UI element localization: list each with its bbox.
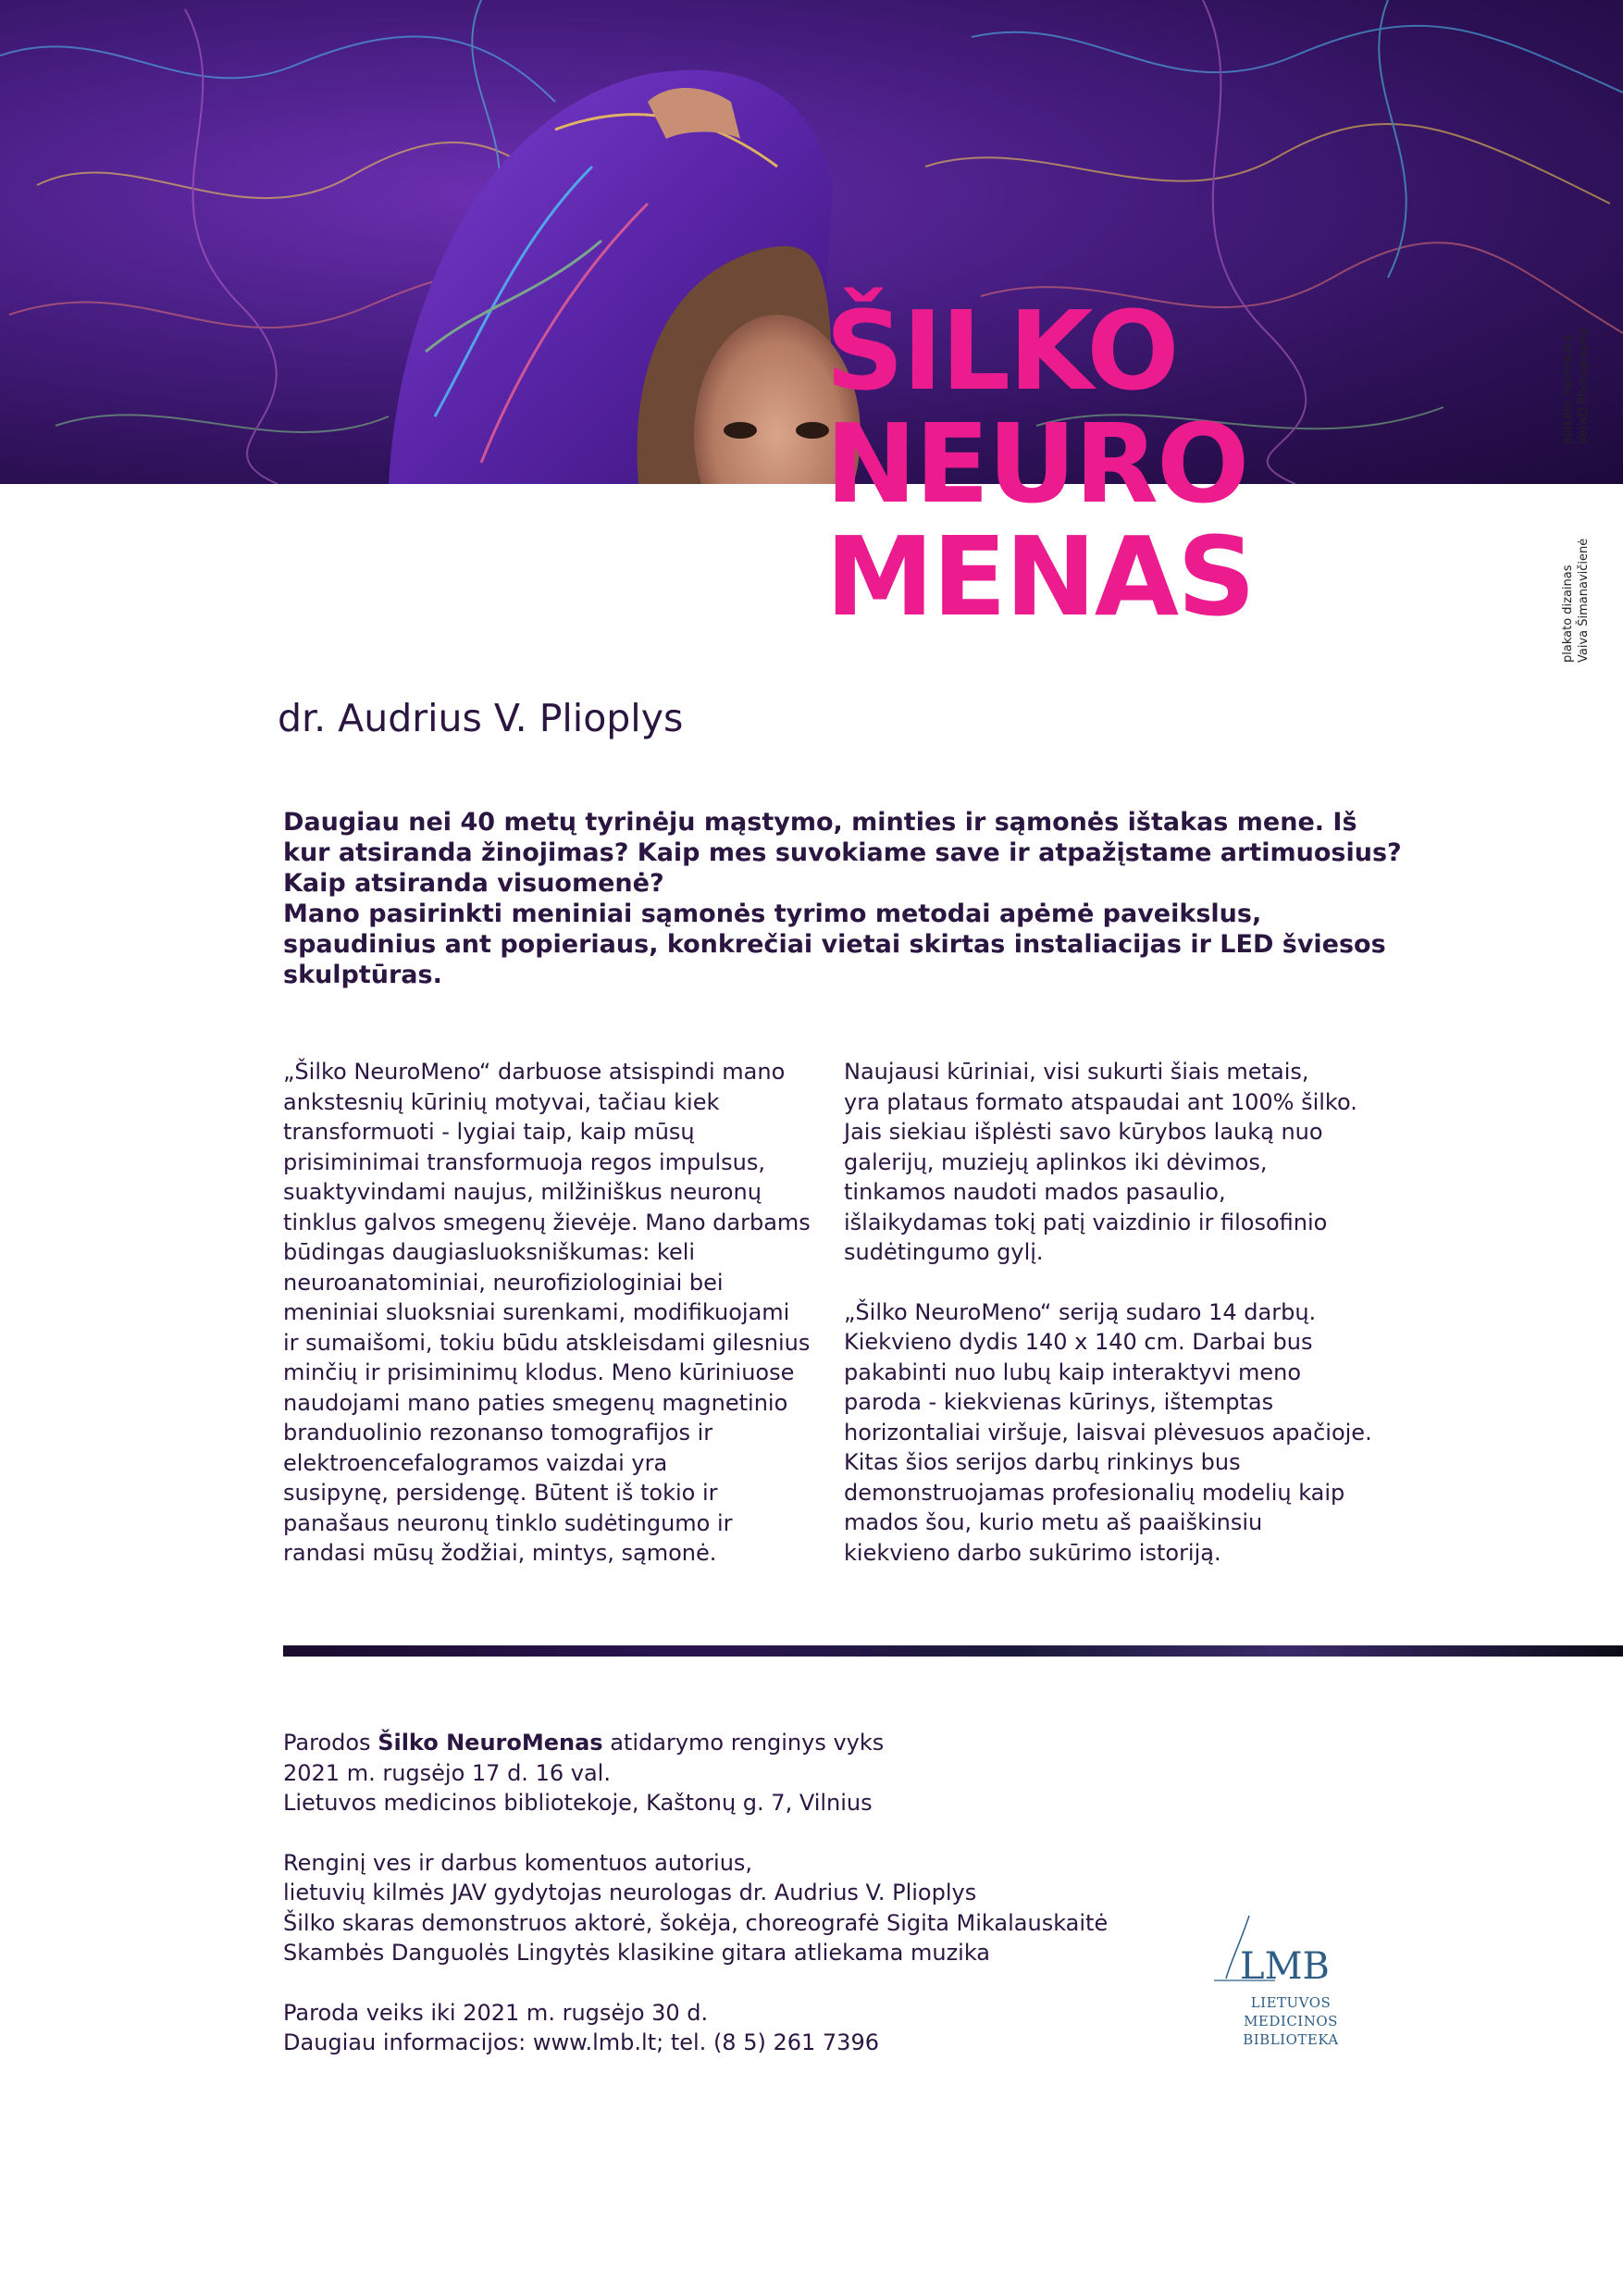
exhibition-until: Paroda veiks iki 2021 m. rugsėjo 30 d.: [283, 1999, 709, 2026]
logo-monogram: LMB: [1240, 1945, 1330, 1988]
host-line: Šilko skaras demonstruos aktorė, šokėja, choreografė Sigita Mikalauskaitė: [283, 1909, 1109, 1936]
host-line: lietuvių kilmės JAV gydytojas neurologas dr. Audrius V. Plioplys: [283, 1880, 977, 1905]
title-line-3: MENAS: [825, 513, 1255, 640]
opening-suffix: atidarymo renginys vyks: [602, 1730, 885, 1756]
col2-line: mados šou, kurio metu aš paaiškinsiu: [844, 1509, 1263, 1535]
col2-line: kiekvieno darbo sukūrimo istoriją.: [844, 1539, 1221, 1566]
intro-paragraph-2: Mano pasirinkti meniniai sąmonės tyrimo metodai apėmė paveikslus, spaudinius ant popieriaus, konkrečiai vietai skirtas instaliacijas ir LED šviesos skulptūras.: [283, 900, 1386, 989]
paragraph-gap: [283, 1818, 1108, 1848]
col2-line: demonstruojamas profesionalių modelių kaip: [844, 1479, 1345, 1506]
author-name: dr. Audrius V. Plioplys: [278, 696, 684, 740]
photo-credit: [1560, 328, 1592, 444]
column-left: [283, 1057, 829, 1569]
logo-line-2: MEDICINOS: [1244, 2013, 1338, 2029]
col2-line: paroda - kiekvienas kūrinys, ištemptas: [844, 1389, 1274, 1415]
logo-line-3: BIBLIOTEKA: [1243, 2031, 1339, 2048]
col2-line: galerijų, muziejų aplinkos iki dėvimos,: [844, 1148, 1268, 1175]
intro-paragraph-1: Daugiau nei 40 metų tyrinėju mąstymo, minties ir sąmonės ištakas mene. Iš kur atsiranda žinojimas? Kaip mes suvokiame save ir atpažįstame artimuosius? Kaip atsiranda visuomenė?: [283, 808, 1402, 898]
design-credit: [1560, 539, 1592, 663]
col2-line: Naujausi kūriniai, visi sukurti šiais metais,: [844, 1059, 1309, 1085]
col2-line: Jais siekiau išplėsti savo kūrybos lauką nuo: [844, 1119, 1323, 1145]
col1-line: prisiminimai transformuoja regos impulsus,: [283, 1148, 765, 1175]
hero-photo: [0, 0, 1623, 484]
col2-line: Kiekvieno dydis 140 x 140 cm. Darbai bus: [844, 1329, 1313, 1355]
lmb-logo: [1212, 1906, 1351, 2049]
lmb-monogram-icon: [1212, 1906, 1351, 1990]
col1-line: suaktyvindami naujus, milžiniškus neuronų: [283, 1179, 762, 1205]
column-right: [844, 1057, 1399, 1568]
title-line-1: ŠILKO: [825, 287, 1178, 415]
event-place: Lietuvos medicinos bibliotekoje, Kaštonų g. 7, Vilnius: [283, 1790, 873, 1816]
col1-line: randasi mūsų žodžiai, mintys, sąmonė.: [283, 1540, 717, 1566]
col1-line: „Šilko NeuroMeno“ darbuose atsispindi mano: [283, 1059, 786, 1085]
col1-line: susipynę, persidengę. Būtent iš tokio ir: [283, 1480, 718, 1506]
intro-text: [283, 807, 1412, 990]
col1-line: meniniai sluoksniai surenkami, modifikuojami: [283, 1299, 790, 1325]
col2-line: „Šilko NeuroMeno“ seriją sudaro 14 darbų.: [844, 1298, 1317, 1325]
col1-line: panašaus neuronų tinklo sudėtingumo ir: [283, 1509, 733, 1536]
photo-credit-label: plakato nuotrauka: [1561, 334, 1575, 444]
divider-strip: [283, 1645, 1623, 1657]
col2-line: Kitas šios serijos darbų rinkinys bus: [844, 1449, 1241, 1475]
col2-line: yra plataus formato atspaudai ant 100% šilko.: [844, 1088, 1357, 1115]
photo-credit-author: VeraD Photography: [1577, 327, 1591, 444]
col2-line: išlaikydamas tokį patį vaizdinio ir filosofinio: [844, 1209, 1328, 1235]
col2-line: tinkamos naudoti mados pasaulio,: [844, 1179, 1226, 1205]
event-date: 2021 m. rugsėjo 17 d. 16 val.: [283, 1759, 611, 1786]
host-line: Renginį ves ir darbus komentuos autorius,: [283, 1849, 753, 1876]
opening-line: [283, 1728, 1108, 1758]
paragraph-gap: [844, 1268, 1399, 1297]
contact-info: Daugiau informacijos: www.lmb.lt; tel. (8 5) 261 7396: [283, 2029, 879, 2055]
col1-line: ankstesnių kūrinių motyvai, tačiau kiek: [283, 1088, 720, 1115]
paragraph-gap: [283, 1968, 1108, 1998]
col1-line: minčių ir prisiminimų klodus. Meno kūriniuose: [283, 1359, 795, 1385]
host-line: Skambės Danguolės Lingytės klasikine gitara atliekama muzika: [283, 1940, 991, 1966]
col2-line: sudėtingumo gylį.: [844, 1239, 1044, 1265]
logo-line-1: LIETUVOS: [1250, 1994, 1332, 2011]
col1-line: tinklus galvos smegenų žievėje. Mano darbams: [283, 1209, 811, 1235]
exhibition-name: Šilko NeuroMenas: [378, 1730, 603, 1756]
event-info: [283, 1728, 1108, 2058]
col1-line: neuroanatominiai, neurofiziologiniai bei: [283, 1269, 724, 1296]
poster-title: [825, 287, 1255, 640]
neuron-pattern-image: [0, 0, 1623, 484]
design-credit-label: plakato dizainas: [1561, 565, 1575, 663]
design-credit-author: Vaiva Šimanavičienė: [1577, 538, 1591, 663]
col1-line: branduolinio rezonanso tomografijos ir: [283, 1420, 713, 1446]
col1-line: transformuoti - lygiai taip, kaip mūsų: [283, 1119, 695, 1145]
col1-line: naudojami mano paties smegenų magnetinio: [283, 1389, 788, 1416]
col1-line: elektroencefalogramos vaizdai yra: [283, 1449, 668, 1476]
opening-prefix: Parodos: [283, 1730, 378, 1756]
title-line-2: NEURO: [825, 400, 1248, 527]
col1-line: ir sumaišomi, tokiu būdu atskleisdami gilesnius: [283, 1329, 811, 1356]
col1-line: būdingas daugiasluoksniškumas: keli: [283, 1239, 696, 1265]
col2-line: pakabinti nuo lubų kaip interaktyvi meno: [844, 1359, 1302, 1385]
col2-line: horizontaliai viršuje, laisvai plėvesuos apačioje.: [844, 1419, 1372, 1446]
